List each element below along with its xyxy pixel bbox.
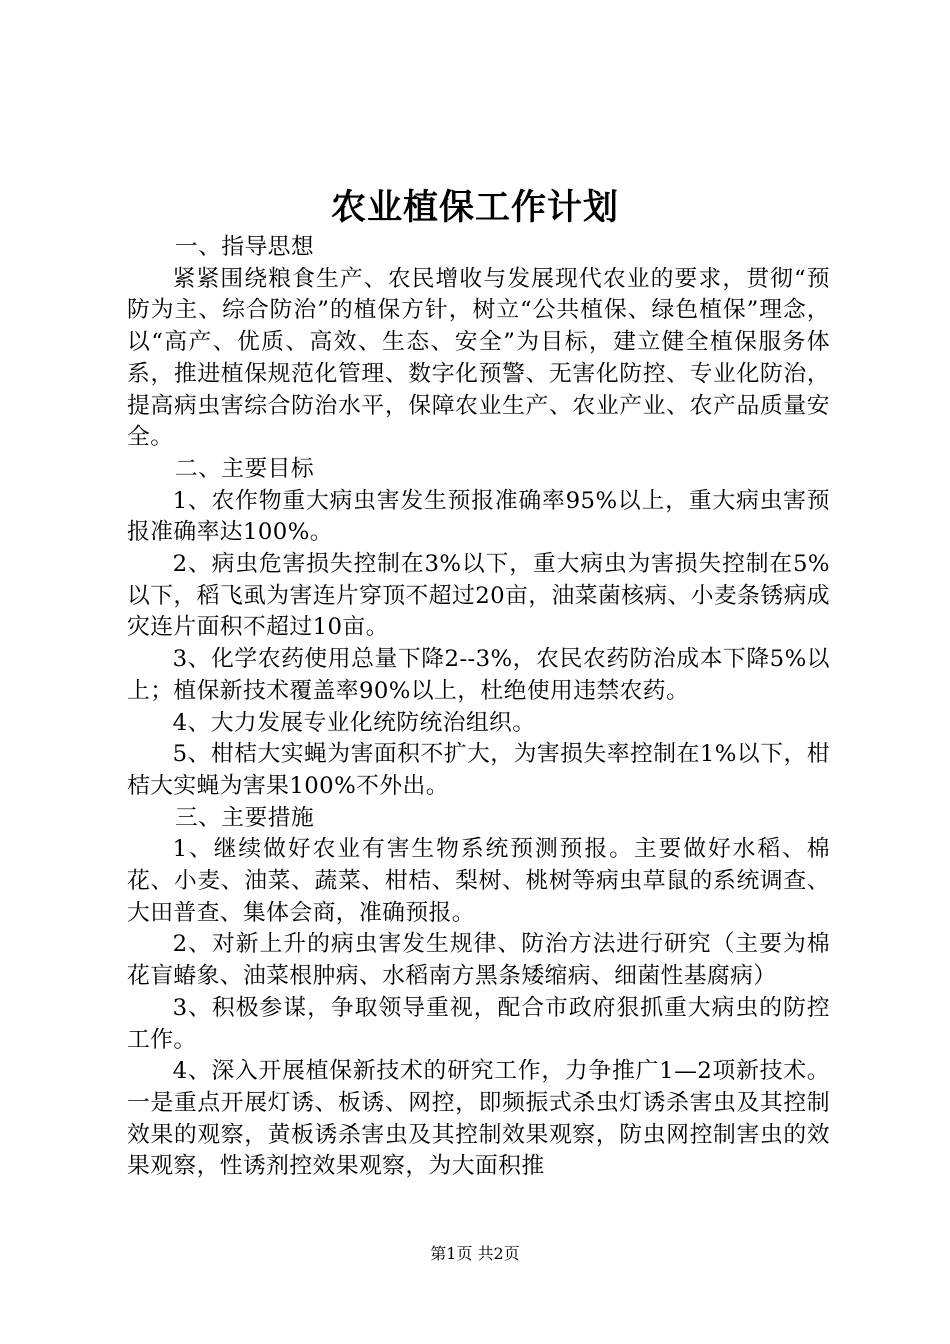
paragraph-measure-2: 2、对新上升的病虫害发生规律、防治方法进行研究（主要为棉花盲蝽象、油菜根肿病、水稻南方黑条矮缩病、细菌性基腐病） [127, 931, 830, 990]
paragraph-goal-1: 1、农作物重大病虫害发生预报准确率95%以上，重大病虫害预报准确率达100%。 [127, 487, 830, 546]
section-heading-guiding-thought: 一、指导思想 [174, 234, 315, 260]
paragraph-goal-3: 3、化学农药使用总量下降2--3%，农民农药防治成本下降5%以上；植保新技术覆盖率90%以上，杜绝使用违禁农药。 [127, 646, 830, 704]
paragraph-guiding-thought: 紧紧围绕粮食生产、农民增收与发展现代农业的要求，贯彻“预防为主、综合防治”的植保方针，树立“公共植保、绿色植保”理念，以“高产、优质、高效、生态、安全”为目标，建立健全植保服务体系，推进植保规范化管理、数字化预警、无害化防控、专业化防治，提高病虫害综合防治水平，保障农业生产、农业产业、农产品质量安全。 [127, 265, 830, 451]
document-body [127, 232, 830, 1183]
section-heading-main-measures: 三、主要措施 [174, 804, 315, 831]
paragraph-measure-3: 3、积极参谋，争取领导重视，配合市政府狠抓重大病虫的防控工作。 [127, 994, 830, 1053]
paragraph-goal-5: 5、柑桔大实蝇为害面积不扩大，为害损失率控制在1%以下，柑桔大实蝇为害果100%不外出。 [127, 741, 830, 799]
section-heading-main-goals: 二、主要目标 [174, 455, 315, 482]
paragraph-goal-4: 4、大力发展专业化统防统治组织。 [172, 709, 536, 736]
paragraph-goal-2: 2、病虫危害损失控制在3%以下，重大病虫为害损失控制在5%以下，稻飞虱为害连片穿顶不超过20亩，油菜菌核病、小麦条锈病成灾连片面积不超过10亩。 [127, 551, 830, 641]
paragraph-measure-4: 4、深入开展植保新技术的研究工作，力争推广1—2项新技术。一是重点开展灯诱、板诱、网控，即频振式杀虫灯诱杀害虫及其控制效果的观察，黄板诱杀害虫及其控制效果观察，防虫网控制害虫的效果观察，性诱剂控效果观察，为大面积推 [127, 1058, 830, 1180]
document-title: 农业植保工作计划 [330, 187, 619, 228]
paragraph-measure-1: 1、继续做好农业有害生物系统预测预报。主要做好水稻、棉花、小麦、油菜、蔬菜、柑桔、梨树、桃树等病虫草鼠的系统调查、大田普查、集体会商，准确预报。 [127, 836, 830, 926]
page-footer: 第1页 共2页 [430, 1244, 520, 1263]
